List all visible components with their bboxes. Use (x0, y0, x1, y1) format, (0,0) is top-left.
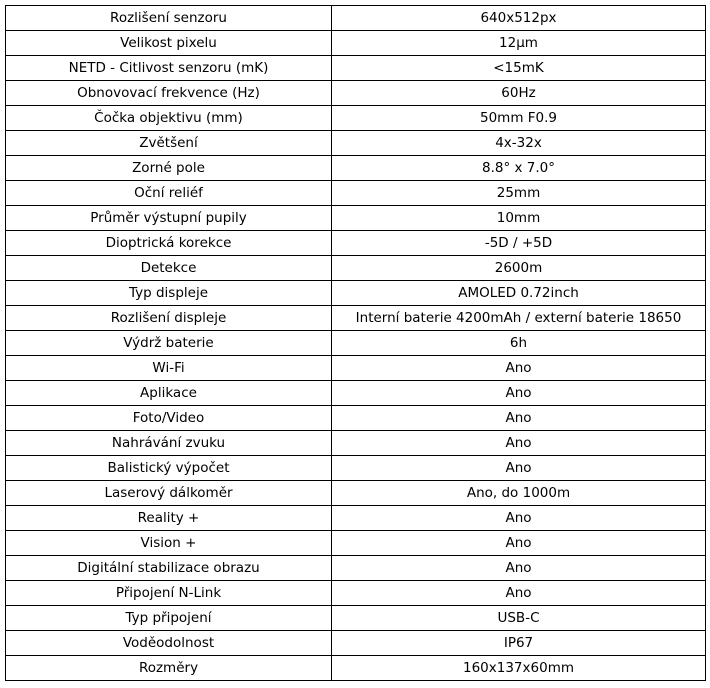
spec-row (6, 481, 706, 506)
spec-label: Rozlišení displeje (6, 306, 332, 331)
spec-value: 4x-32x (332, 131, 706, 156)
spec-row (6, 206, 706, 231)
spec-value: <15mK (332, 56, 706, 81)
spec-value: 25mm (332, 181, 706, 206)
spec-label: Vision + (6, 531, 332, 556)
spec-row (6, 431, 706, 456)
spec-value: Interní baterie 4200mAh / externí baterie 18650 (332, 306, 706, 331)
spec-row (6, 356, 706, 381)
spec-label: Typ připojení (6, 606, 332, 631)
spec-label: Reality + (6, 506, 332, 531)
spec-label: Obnovovací frekvence (Hz) (6, 81, 332, 106)
spec-value: AMOLED 0.72inch (332, 281, 706, 306)
spec-label: Čočka objektivu (mm) (6, 106, 332, 131)
spec-row (6, 456, 706, 481)
spec-value: Ano (332, 356, 706, 381)
spec-label: Dioptrická korekce (6, 231, 332, 256)
spec-row (6, 31, 706, 56)
spec-value: Ano (332, 506, 706, 531)
spec-value: Ano (332, 556, 706, 581)
spec-row (6, 56, 706, 81)
spec-label: Zvětšení (6, 131, 332, 156)
spec-label: Rozměry (6, 656, 332, 681)
spec-label: Průměr výstupní pupily (6, 206, 332, 231)
spec-value: 12µm (332, 31, 706, 56)
spec-label: Laserový dálkoměr (6, 481, 332, 506)
spec-row (6, 181, 706, 206)
spec-row (6, 331, 706, 356)
specifications-table-body (6, 6, 706, 681)
spec-row (6, 131, 706, 156)
spec-label: Připojení N-Link (6, 581, 332, 606)
spec-value: IP67 (332, 631, 706, 656)
spec-row (6, 306, 706, 331)
spec-label: NETD - Citlivost senzoru (mK) (6, 56, 332, 81)
spec-label: Oční reliéf (6, 181, 332, 206)
spec-value: 2600m (332, 256, 706, 281)
spec-row (6, 606, 706, 631)
spec-label: Výdrž baterie (6, 331, 332, 356)
spec-row (6, 6, 706, 31)
spec-value: 160x137x60mm (332, 656, 706, 681)
spec-label: Voděodolnost (6, 631, 332, 656)
spec-row (6, 256, 706, 281)
spec-value: Ano (332, 406, 706, 431)
spec-row (6, 656, 706, 681)
spec-label: Velikost pixelu (6, 31, 332, 56)
spec-value: Ano, do 1000m (332, 481, 706, 506)
spec-row (6, 156, 706, 181)
spec-label: Aplikace (6, 381, 332, 406)
spec-value: 8.8° x 7.0° (332, 156, 706, 181)
spec-value: 60Hz (332, 81, 706, 106)
spec-value: Ano (332, 531, 706, 556)
spec-value: 10mm (332, 206, 706, 231)
spec-row (6, 506, 706, 531)
spec-value: Ano (332, 581, 706, 606)
spec-label: Balistický výpočet (6, 456, 332, 481)
spec-row (6, 106, 706, 131)
spec-row (6, 381, 706, 406)
spec-value: -5D / +5D (332, 231, 706, 256)
spec-row (6, 281, 706, 306)
spec-label: Digitální stabilizace obrazu (6, 556, 332, 581)
spec-row (6, 631, 706, 656)
spec-label: Zorné pole (6, 156, 332, 181)
spec-value: Ano (332, 456, 706, 481)
spec-row (6, 531, 706, 556)
spec-value: 50mm F0.9 (332, 106, 706, 131)
spec-value: 6h (332, 331, 706, 356)
spec-label: Detekce (6, 256, 332, 281)
spec-row (6, 406, 706, 431)
spec-row (6, 581, 706, 606)
spec-value: Ano (332, 381, 706, 406)
spec-label: Typ displeje (6, 281, 332, 306)
specifications-table (5, 5, 706, 681)
spec-value: Ano (332, 431, 706, 456)
spec-value: USB-C (332, 606, 706, 631)
spec-label: Wi-Fi (6, 356, 332, 381)
spec-value: 640x512px (332, 6, 706, 31)
spec-label: Foto/Video (6, 406, 332, 431)
spec-label: Rozlišení senzoru (6, 6, 332, 31)
spec-row (6, 81, 706, 106)
spec-row (6, 556, 706, 581)
spec-row (6, 231, 706, 256)
spec-label: Nahrávání zvuku (6, 431, 332, 456)
